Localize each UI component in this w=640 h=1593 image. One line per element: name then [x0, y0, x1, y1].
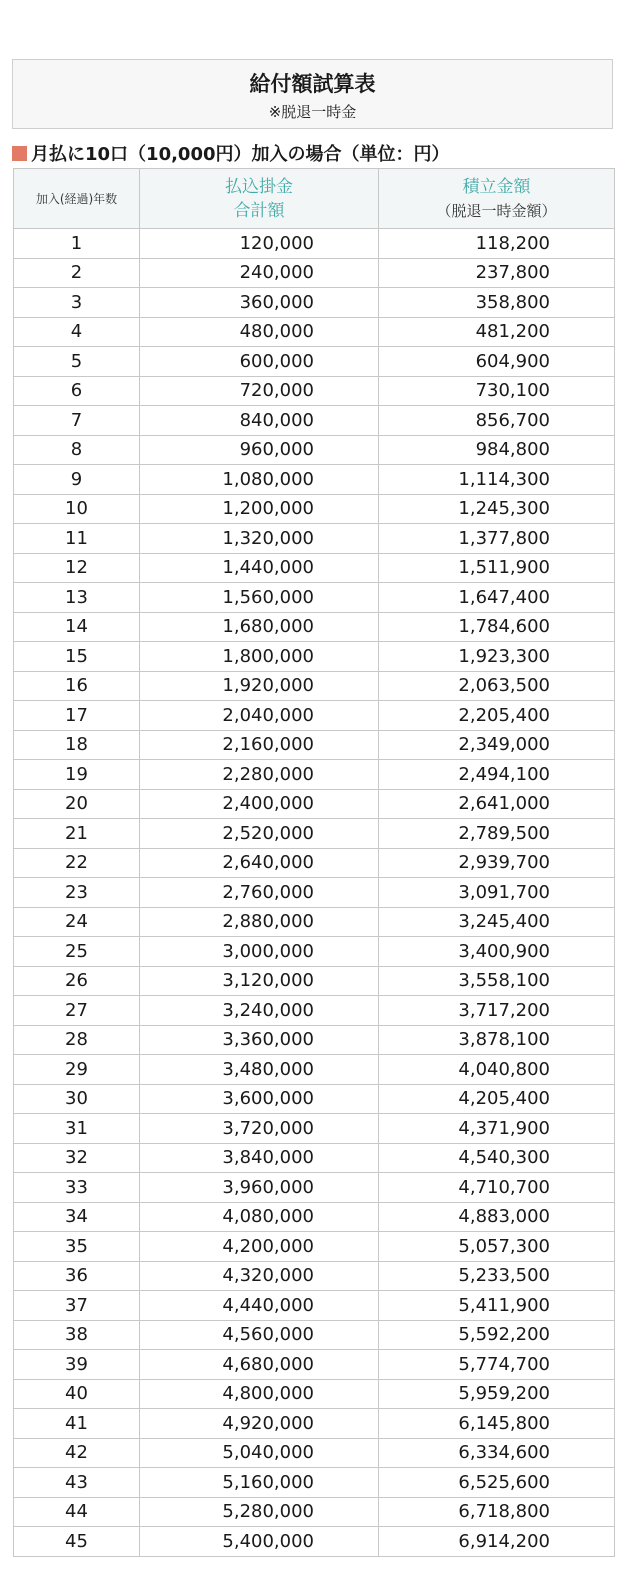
cell-accumulated: 5,959,200: [379, 1379, 615, 1409]
cell-years: 44: [14, 1497, 140, 1527]
cell-accumulated: 1,114,300: [379, 465, 615, 495]
cell-years: 39: [14, 1350, 140, 1380]
cell-years: 19: [14, 760, 140, 790]
cell-accumulated: 358,800: [379, 288, 615, 318]
cell-paid-total: 5,160,000: [140, 1468, 379, 1498]
table-row: [14, 1261, 615, 1291]
cell-years: 42: [14, 1438, 140, 1468]
header-acc-line1: 積立金額: [462, 176, 531, 197]
cell-accumulated: 2,205,400: [379, 701, 615, 731]
table-row: [14, 229, 615, 259]
title-box: [12, 59, 613, 129]
cell-accumulated: 1,245,300: [379, 494, 615, 524]
table-row: [14, 1025, 615, 1055]
cell-paid-total: 3,720,000: [140, 1114, 379, 1144]
cell-accumulated: 1,647,400: [379, 583, 615, 613]
cell-paid-total: 3,120,000: [140, 966, 379, 996]
cell-paid-total: 3,600,000: [140, 1084, 379, 1114]
table-row: [14, 1527, 615, 1557]
table-row: [14, 1320, 615, 1350]
cell-accumulated: 4,040,800: [379, 1055, 615, 1085]
cell-years: 17: [14, 701, 140, 731]
cell-years: 28: [14, 1025, 140, 1055]
table-row: [14, 553, 615, 583]
table-row: [14, 1232, 615, 1262]
cell-accumulated: 3,717,200: [379, 996, 615, 1026]
cell-paid-total: 2,040,000: [140, 701, 379, 731]
cell-years: 3: [14, 288, 140, 318]
table-row: [14, 494, 615, 524]
table-row: [14, 966, 615, 996]
cell-years: 37: [14, 1291, 140, 1321]
cell-accumulated: 3,558,100: [379, 966, 615, 996]
cell-paid-total: 3,240,000: [140, 996, 379, 1026]
caption-text: 月払に10口（10,000円）加入の場合（単位：円）: [31, 144, 450, 165]
cell-accumulated: 1,377,800: [379, 524, 615, 554]
cell-years: 16: [14, 671, 140, 701]
cell-paid-total: 720,000: [140, 376, 379, 406]
cell-paid-total: 1,080,000: [140, 465, 379, 495]
cell-years: 27: [14, 996, 140, 1026]
cell-paid-total: 4,800,000: [140, 1379, 379, 1409]
table-row: [14, 376, 615, 406]
cell-accumulated: 730,100: [379, 376, 615, 406]
cell-paid-total: 2,280,000: [140, 760, 379, 790]
cell-accumulated: 5,774,700: [379, 1350, 615, 1380]
cell-accumulated: 5,411,900: [379, 1291, 615, 1321]
cell-accumulated: 1,923,300: [379, 642, 615, 672]
cell-accumulated: 2,641,000: [379, 789, 615, 819]
table-header-row: [14, 169, 615, 229]
cell-years: 13: [14, 583, 140, 613]
cell-paid-total: 1,440,000: [140, 553, 379, 583]
header-paid-total: [140, 169, 379, 229]
header-years: 加入(経過)年数: [14, 169, 140, 229]
table-row: [14, 642, 615, 672]
cell-years: 9: [14, 465, 140, 495]
cell-paid-total: 240,000: [140, 258, 379, 288]
table-row: [14, 524, 615, 554]
cell-paid-total: 120,000: [140, 229, 379, 259]
cell-years: 1: [14, 229, 140, 259]
table-row: [14, 996, 615, 1026]
table-row: [14, 789, 615, 819]
cell-years: 20: [14, 789, 140, 819]
cell-paid-total: 1,320,000: [140, 524, 379, 554]
table-row: [14, 347, 615, 377]
cell-accumulated: 984,800: [379, 435, 615, 465]
table-row: [14, 1202, 615, 1232]
table-row: [14, 583, 615, 613]
table-row: [14, 1350, 615, 1380]
cell-paid-total: 840,000: [140, 406, 379, 436]
cell-paid-total: 1,800,000: [140, 642, 379, 672]
cell-paid-total: 2,400,000: [140, 789, 379, 819]
cell-paid-total: 2,520,000: [140, 819, 379, 849]
table-row: [14, 1055, 615, 1085]
cell-accumulated: 2,789,500: [379, 819, 615, 849]
table-row: [14, 701, 615, 731]
cell-paid-total: 4,560,000: [140, 1320, 379, 1350]
cell-years: 11: [14, 524, 140, 554]
table-row: [14, 1291, 615, 1321]
header-accumulated: [379, 169, 615, 229]
square-marker-icon: [12, 146, 27, 161]
cell-paid-total: 1,560,000: [140, 583, 379, 613]
table-row: [14, 1173, 615, 1203]
table-row: [14, 848, 615, 878]
cell-accumulated: 3,091,700: [379, 878, 615, 908]
cell-paid-total: 2,760,000: [140, 878, 379, 908]
cell-accumulated: 4,710,700: [379, 1173, 615, 1203]
table-row: [14, 1084, 615, 1114]
cell-paid-total: 4,680,000: [140, 1350, 379, 1380]
cell-accumulated: 237,800: [379, 258, 615, 288]
cell-accumulated: 4,371,900: [379, 1114, 615, 1144]
cell-accumulated: 856,700: [379, 406, 615, 436]
cell-accumulated: 118,200: [379, 229, 615, 259]
table-row: [14, 288, 615, 318]
cell-accumulated: 4,883,000: [379, 1202, 615, 1232]
table-row: [14, 1143, 615, 1173]
cell-accumulated: 2,063,500: [379, 671, 615, 701]
cell-years: 22: [14, 848, 140, 878]
table-row: [14, 406, 615, 436]
cell-accumulated: 5,057,300: [379, 1232, 615, 1262]
header-paid-line1: 払込掛金: [225, 176, 293, 197]
cell-paid-total: 3,840,000: [140, 1143, 379, 1173]
table-row: [14, 1114, 615, 1144]
cell-years: 18: [14, 730, 140, 760]
cell-paid-total: 1,200,000: [140, 494, 379, 524]
cell-accumulated: 2,939,700: [379, 848, 615, 878]
cell-paid-total: 3,480,000: [140, 1055, 379, 1085]
table-row: [14, 730, 615, 760]
header-acc-line2: （脱退一時金額）: [436, 201, 557, 220]
cell-paid-total: 480,000: [140, 317, 379, 347]
cell-years: 6: [14, 376, 140, 406]
cell-years: 30: [14, 1084, 140, 1114]
cell-paid-total: 5,400,000: [140, 1527, 379, 1557]
cell-paid-total: 3,960,000: [140, 1173, 379, 1203]
cell-years: 45: [14, 1527, 140, 1557]
cell-accumulated: 3,400,900: [379, 937, 615, 967]
cell-paid-total: 1,920,000: [140, 671, 379, 701]
cell-accumulated: 6,718,800: [379, 1497, 615, 1527]
table-caption: [12, 141, 450, 165]
cell-paid-total: 4,200,000: [140, 1232, 379, 1262]
cell-accumulated: 604,900: [379, 347, 615, 377]
cell-years: 38: [14, 1320, 140, 1350]
cell-paid-total: 2,880,000: [140, 907, 379, 937]
cell-paid-total: 3,360,000: [140, 1025, 379, 1055]
cell-years: 25: [14, 937, 140, 967]
cell-years: 40: [14, 1379, 140, 1409]
cell-years: 5: [14, 347, 140, 377]
page-subtitle: ※脱退一時金: [268, 103, 357, 121]
cell-accumulated: 6,525,600: [379, 1468, 615, 1498]
cell-paid-total: 960,000: [140, 435, 379, 465]
cell-accumulated: 4,540,300: [379, 1143, 615, 1173]
cell-accumulated: 6,914,200: [379, 1527, 615, 1557]
cell-paid-total: 1,680,000: [140, 612, 379, 642]
cell-accumulated: 481,200: [379, 317, 615, 347]
cell-paid-total: 4,080,000: [140, 1202, 379, 1232]
table-row: [14, 671, 615, 701]
table-body: [14, 229, 615, 1557]
table-row: [14, 1379, 615, 1409]
cell-accumulated: 1,784,600: [379, 612, 615, 642]
cell-years: 26: [14, 966, 140, 996]
cell-paid-total: 3,000,000: [140, 937, 379, 967]
cell-years: 12: [14, 553, 140, 583]
cell-years: 33: [14, 1173, 140, 1203]
cell-years: 24: [14, 907, 140, 937]
cell-years: 43: [14, 1468, 140, 1498]
table-row: [14, 317, 615, 347]
cell-paid-total: 4,440,000: [140, 1291, 379, 1321]
cell-accumulated: 6,145,800: [379, 1409, 615, 1439]
table-row: [14, 1409, 615, 1439]
cell-years: 7: [14, 406, 140, 436]
header-paid-line2: 合計額: [233, 200, 285, 221]
table-row: [14, 760, 615, 790]
cell-years: 21: [14, 819, 140, 849]
cell-accumulated: 3,245,400: [379, 907, 615, 937]
table-row: [14, 465, 615, 495]
cell-years: 34: [14, 1202, 140, 1232]
cell-accumulated: 2,349,000: [379, 730, 615, 760]
cell-paid-total: 4,320,000: [140, 1261, 379, 1291]
table-row: [14, 937, 615, 967]
page-title: 給付額試算表: [249, 72, 376, 96]
table-row: [14, 878, 615, 908]
cell-years: 15: [14, 642, 140, 672]
table-row: [14, 819, 615, 849]
cell-paid-total: 5,040,000: [140, 1438, 379, 1468]
cell-accumulated: 2,494,100: [379, 760, 615, 790]
cell-years: 36: [14, 1261, 140, 1291]
table-row: [14, 258, 615, 288]
cell-paid-total: 5,280,000: [140, 1497, 379, 1527]
cell-years: 41: [14, 1409, 140, 1439]
cell-accumulated: 4,205,400: [379, 1084, 615, 1114]
cell-accumulated: 3,878,100: [379, 1025, 615, 1055]
cell-years: 23: [14, 878, 140, 908]
cell-paid-total: 600,000: [140, 347, 379, 377]
table-row: [14, 907, 615, 937]
cell-years: 2: [14, 258, 140, 288]
table-row: [14, 435, 615, 465]
cell-paid-total: 2,160,000: [140, 730, 379, 760]
benefit-table: [13, 168, 615, 1557]
table-row: [14, 1497, 615, 1527]
table-row: [14, 1438, 615, 1468]
cell-years: 14: [14, 612, 140, 642]
cell-paid-total: 2,640,000: [140, 848, 379, 878]
cell-years: 31: [14, 1114, 140, 1144]
cell-years: 29: [14, 1055, 140, 1085]
cell-years: 4: [14, 317, 140, 347]
table-row: [14, 612, 615, 642]
cell-years: 35: [14, 1232, 140, 1262]
table-row: [14, 1468, 615, 1498]
cell-accumulated: 6,334,600: [379, 1438, 615, 1468]
cell-paid-total: 4,920,000: [140, 1409, 379, 1439]
cell-accumulated: 1,511,900: [379, 553, 615, 583]
cell-years: 8: [14, 435, 140, 465]
cell-years: 32: [14, 1143, 140, 1173]
cell-paid-total: 360,000: [140, 288, 379, 318]
cell-accumulated: 5,233,500: [379, 1261, 615, 1291]
cell-accumulated: 5,592,200: [379, 1320, 615, 1350]
cell-years: 10: [14, 494, 140, 524]
